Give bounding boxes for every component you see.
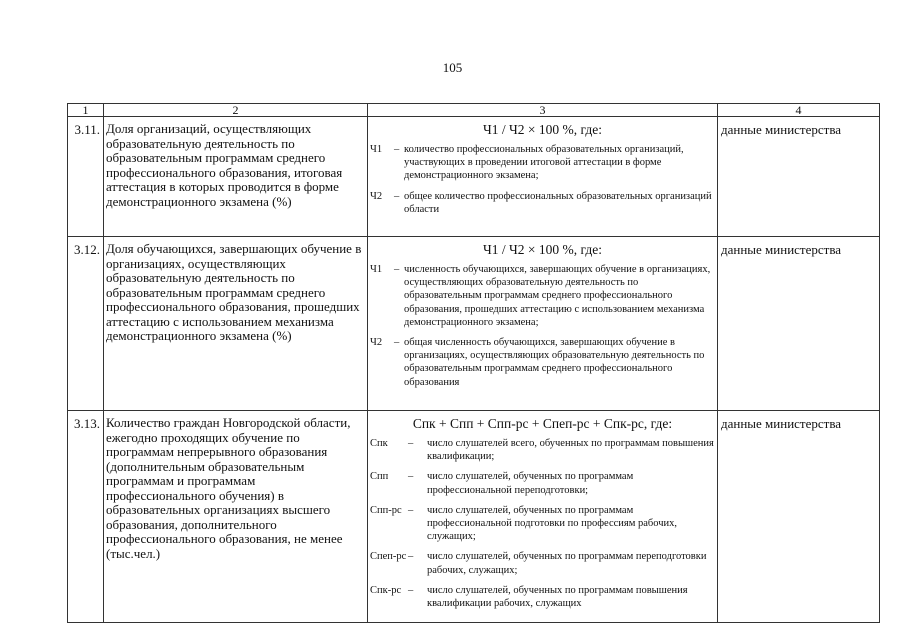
definition-symbol: Спк-рс — [370, 584, 402, 596]
definition — [368, 584, 717, 610]
definition — [368, 263, 717, 329]
column-header: 2 — [104, 104, 368, 117]
definition — [368, 504, 717, 544]
formula: Ч1 / Ч2 × 100 %, где: — [482, 122, 602, 137]
definition — [368, 470, 717, 496]
definition-symbol: Спп-рс — [370, 504, 402, 516]
definition-text: общее количество профессиональных образовательных организаций области — [404, 190, 712, 215]
formula: Спк + Спп + Спп-рс + Спеп-рс + Спк-рс, где: — [412, 416, 673, 431]
indicator-name: Доля организаций, осуществляющих образовательную деятельность по образовательным программам среднего профессионального образования, итоговая аттестация в которых проводится в форме демонстрационного экзамена (%) — [104, 117, 368, 237]
definition-text: число слушателей, обученных по программам профессиональной переподготовки; — [427, 471, 634, 496]
definition-symbol: Ч2 — [370, 337, 383, 349]
definition-symbol: Ч1 — [370, 144, 383, 155]
column-header: 1 — [68, 104, 104, 117]
definition-text: число слушателей всего, обученных по программам повышения квалификации; — [427, 438, 714, 463]
definition-symbol: Спп — [370, 471, 389, 483]
column-header: 3 — [368, 104, 718, 117]
row-number: 3.11. — [68, 117, 104, 237]
dash: – — [394, 337, 400, 349]
calculation-method — [368, 237, 718, 411]
table-header-row — [68, 104, 880, 117]
calculation-method — [368, 411, 718, 623]
page-number: 105 — [442, 60, 463, 75]
formula: Ч1 / Ч2 × 100 %, где: — [482, 242, 602, 257]
dash: – — [408, 471, 414, 483]
definition — [368, 550, 717, 576]
definition-text: число слушателей, обученных по программам профессиональной подготовки по профессиям рабочих, служащих; — [427, 504, 678, 543]
data-source: данные министерства — [718, 411, 880, 623]
definition-text: количество профессиональных образовательных организаций, участвующих в проведении итоговой аттестации в форме демонстрационного экзамена; — [404, 144, 684, 182]
data-source: данные министерства — [718, 117, 880, 237]
indicators-table — [67, 103, 880, 623]
dash: – — [408, 438, 414, 449]
indicator-name: Доля обучающихся, завершающих обучение в организациях, осуществляющих образовательную деятельность по образовательным программам среднего профессионального образования, прошедших аттестацию с использованием механизма демонстрационного экзамена (%) — [104, 237, 368, 411]
dash: – — [408, 551, 414, 563]
definition-text: численность обучающихся, завершающих обучение в организациях, осуществляющих образовательную деятельность по образовательным программам среднего профессионального образования, прошедших аттестацию с использованием механизма демонстрационного экзамена; — [404, 264, 711, 328]
table-row — [68, 411, 880, 623]
definition — [368, 437, 717, 463]
column-header: 4 — [718, 104, 880, 117]
dash: – — [394, 144, 400, 155]
calculation-method — [368, 117, 718, 237]
row-number: 3.12. — [68, 237, 104, 411]
data-source: данные министерства — [718, 237, 880, 411]
table-row — [68, 237, 880, 411]
definition — [368, 336, 717, 389]
row-number: 3.13. — [68, 411, 104, 623]
dash: – — [394, 190, 400, 202]
table-row — [68, 117, 880, 237]
definition — [368, 190, 717, 216]
indicator-name: Количество граждан Новгородской области, ежегодно проходящих обучение по программам непрерывного образования (дополнительным образовательным программам и программам профессионального обучения) в образовательных организациях высшего образования, дополнительного профессионального образования, не менее (тыс.чел.) — [104, 411, 368, 623]
dash: – — [394, 264, 400, 275]
definition-text: число слушателей, обученных по программам переподготовки рабочих, служащих; — [427, 551, 707, 576]
dash: – — [408, 584, 414, 596]
dash: – — [408, 504, 414, 516]
definition-symbol: Ч2 — [370, 190, 383, 202]
definition — [368, 143, 717, 183]
definition-text: общая численность обучающихся, завершающих обучение в организациях, осуществляющих образовательную деятельность по образовательным программам среднего профессионального образования — [404, 337, 705, 388]
definition-symbol: Спк — [370, 438, 388, 449]
definition-symbol: Спеп-рс — [370, 551, 407, 563]
definition-text: число слушателей, обученных по программам повышения квалификации рабочих, служащих — [427, 584, 688, 610]
definition-symbol: Ч1 — [370, 264, 383, 275]
